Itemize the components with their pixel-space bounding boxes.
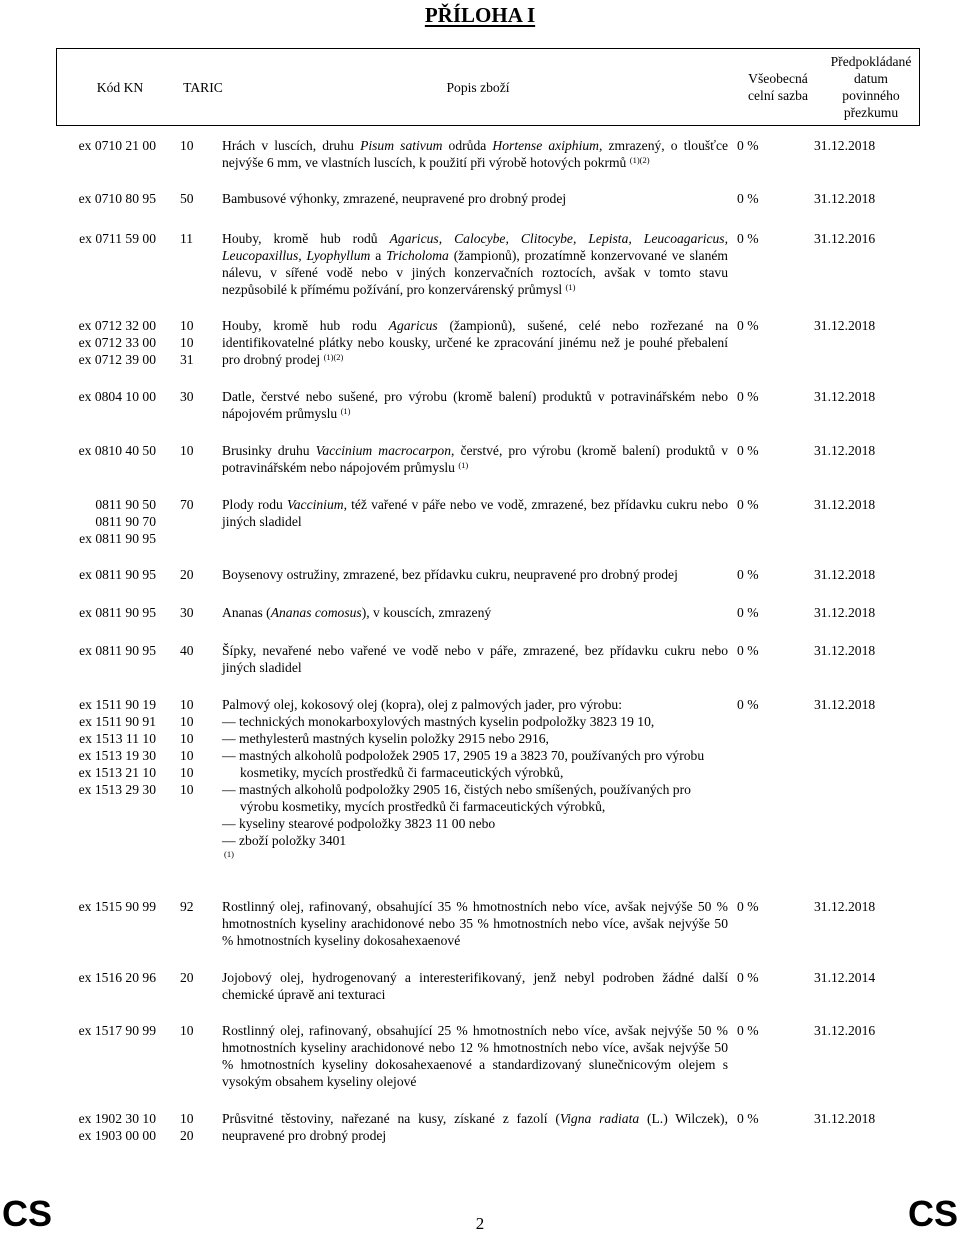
dash-item: — technických monokarboxylových mastných kyselin podpoložky 3823 19 10,: [222, 714, 655, 729]
description: Rostlinný olej, rafinovaný, obsahující 35 % hmotnostních nebo více, avšak nejvýše 50 % hmotnostních kyseliny arachidonové nebo 35 % hmotnostních nebo více, avšak nejvýše 50 % hmotnostních kyseliny dokosahexaenové: [222, 899, 728, 948]
language-code-left: CS: [2, 1193, 53, 1234]
description: Houby, kromě hub rodu Agaricus (žampionů), sušené, celé nebo rozřezané na identifikovatelné plátky nebo kousky, určené ke zpracování jinému než je pouhé přebalení pro drobný prodej $^{(1)(2)}$: [222, 318, 728, 367]
kn-code: ex 0811 90 95: [79, 643, 156, 658]
taric-code-list: 10 10 10 10 10 10: [180, 697, 194, 797]
duty-rate: 0 %: [737, 443, 759, 458]
dash-item: — mastných alkoholů podpoložek 2905 17, 2905 19 a 3823 70, používaných pro výrobu kosmetiky, mycích prostředků či farmaceutických výrobků,: [222, 748, 705, 780]
review-date: 31.12.2016: [814, 1023, 876, 1038]
duty-rate: 0 %: [737, 899, 759, 914]
taric-code: 92: [180, 899, 194, 914]
taric-code: 30: [180, 389, 194, 404]
taric-code: 10: [180, 138, 194, 153]
table-header: [56, 48, 920, 126]
dash-item: — zboží položky 3401: [222, 833, 347, 848]
description: [222, 696, 728, 859]
description-intro: Palmový olej, kokosový olej (kopra), olej z palmových jader, pro výrobu:: [222, 697, 623, 712]
header-datum-line1: Předpokládané: [830, 54, 912, 69]
kn-code: ex 0711 59 00: [79, 231, 156, 246]
duty-rate: 0 %: [737, 697, 759, 712]
kn-code-list: ex 0712 32 00 ex 0712 33 00 ex 0712 39 00: [78, 318, 156, 367]
description: Boysenovy ostružiny, zmrazené, bez přídavku cukru, neupravené pro drobný prodej: [222, 567, 678, 582]
description: Bambusové výhonky, zmrazené, neupravené pro drobný prodej: [222, 191, 567, 206]
kn-code: ex 0811 90 95: [79, 567, 156, 582]
duty-rate: 0 %: [737, 1111, 759, 1126]
review-date: 31.12.2016: [814, 231, 876, 246]
kn-code: ex 0710 80 95: [78, 191, 156, 206]
dash-item: — kyseliny stearové podpoložky 3823 11 00 nebo: [222, 816, 496, 831]
description: Ananas (Ananas comosus), v kouscích, zmrazený: [222, 605, 492, 620]
kn-code-list: ex 1902 30 10 ex 1903 00 00: [78, 1111, 156, 1143]
taric-code: 10: [180, 443, 194, 458]
header-datum-line4: přezkumu: [843, 105, 899, 120]
header-datum-prezkumu: [823, 49, 919, 125]
header-sazba-line1: Všeobecná: [748, 71, 808, 86]
duty-rate: 0 %: [737, 497, 759, 512]
taric-code: 20: [180, 970, 194, 985]
header-datum-line3: povinného: [842, 88, 900, 103]
taric-code-list: 10 10 31: [180, 318, 194, 367]
duty-rate: 0 %: [737, 138, 759, 153]
taric-code: 20: [180, 567, 194, 582]
header-taric: TARIC: [183, 79, 223, 95]
review-date: 31.12.2018: [814, 567, 876, 582]
header-popis: Popis zboží: [446, 79, 510, 95]
description: Šípky, nevařené nebo vařené ve vodě nebo v páře, zmrazené, bez přídavku cukru nebo jiných sladidel: [222, 643, 728, 675]
review-date: 31.12.2018: [814, 1111, 876, 1126]
duty-rate: 0 %: [737, 389, 759, 404]
language-code-right: CS: [907, 1193, 958, 1234]
review-date: 31.12.2018: [814, 899, 876, 914]
duty-rate: 0 %: [737, 970, 759, 985]
description: Rostlinný olej, rafinovaný, obsahující 25 % hmotnostních nebo více, avšak nejvýše 50 % hmotnostních kyseliny arachidonové nebo 12 % hmotnostních nebo více, avšak nejvýše 50 % hmotnostních kyseliny dokosahexaenové a standardizovaný slunečnicovým olejem s vysokým obsahem kyseliny olejové: [222, 1023, 728, 1089]
duty-rate: 0 %: [737, 318, 759, 333]
taric-code: 40: [180, 643, 194, 658]
taric-code: 70: [180, 497, 194, 512]
duty-rate: 0 %: [737, 1023, 759, 1038]
duty-rate: 0 %: [737, 643, 759, 658]
review-date: 31.12.2018: [814, 318, 876, 333]
taric-code: 30: [180, 605, 194, 620]
kn-code-list: ex 1511 90 19 ex 1511 90 91 ex 1513 11 10 ex 1513 19 30 ex 1513 21 10 ex 1513 29 30: [78, 697, 156, 797]
duty-rate: 0 %: [737, 191, 759, 206]
review-date: 31.12.2014: [814, 970, 876, 985]
kn-code: ex 0811 90 95: [79, 605, 156, 620]
description: Jojobový olej, hydrogenovaný a interesterifikovaný, jenž nebyl podroben žádné další chemické úpravě ani texturaci: [222, 970, 728, 1002]
taric-code: 11: [180, 231, 194, 246]
page-title: PŘÍLOHA I: [424, 3, 536, 27]
kn-code: ex 1516 20 96: [78, 970, 156, 985]
taric-code-list: 10 20: [180, 1111, 194, 1143]
kn-code: ex 0810 40 50: [78, 443, 156, 458]
kn-code: ex 0710 21 00: [78, 138, 156, 153]
dash-item: — methylesterů mastných kyselin položky 2915 nebo 2916,: [222, 731, 549, 746]
duty-rate: 0 %: [737, 605, 759, 620]
review-date: 31.12.2018: [814, 497, 876, 512]
review-date: 31.12.2018: [814, 697, 876, 712]
description: Hrách v luscích, druhu Pisum sativum odrůda Hortense axiphium, zmrazený, o tloušťce nejvýše 6 mm, ve vlastních luscích, k použití při výrobě hotových pokrmů $^{(1)(2)}$: [222, 138, 729, 170]
review-date: 31.12.2018: [814, 443, 876, 458]
duty-rate: 0 %: [737, 231, 759, 246]
header-celni-sazba: [733, 49, 823, 125]
review-date: 31.12.2018: [814, 643, 876, 658]
description: Datle, čerstvé nebo sušené, pro výrobu (kromě balení) produktů v potravinářském nebo nápojovém průmyslu $^{(1)}$: [222, 389, 728, 421]
review-date: 31.12.2018: [814, 138, 876, 153]
kn-code-list: 0811 90 50 0811 90 70 ex 0811 90 95: [79, 497, 156, 546]
description: Houby, kromě hub rodů Agaricus, Calocybe, Clitocybe, Lepista, Leucoagaricus, Leucopaxillus, Lyophyllum a Tricholoma (žampionů), prozatímně konzervované ve slaném nálevu, v sířené vodě nebo v jiných konzervačních roztocích, avšak v tomto stavu nezpůsobilé k přímému požívání, pro konzervárenský průmysl $^{(1)}$: [222, 231, 728, 297]
review-date: 31.12.2018: [814, 605, 876, 620]
kn-code: ex 1517 90 99: [78, 1023, 156, 1038]
review-date: 31.12.2018: [814, 191, 876, 206]
taric-code: 50: [180, 191, 194, 206]
description: Brusinky druhu Vaccinium macrocarpon, čerstvé, pro výrobu (kromě balení) produktů v potravinářském nebo nápojovém průmyslu $^{(1)}$: [222, 443, 729, 475]
review-date: 31.12.2018: [814, 389, 876, 404]
header-datum-line2: datum: [854, 71, 888, 86]
taric-code: 10: [180, 1023, 194, 1038]
description: Průsvitné těstoviny, nařezané na kusy, získané z fazolí (Vigna radiata (L.) Wilczek), neupravené pro drobný prodej: [222, 1111, 728, 1143]
description: Plody rodu Vaccinium, též vařené v páře nebo ve vodě, zmrazené, bez přídavku cukru nebo jiných sladidel: [222, 497, 728, 529]
page-number: 2: [475, 1214, 485, 1233]
footnote-mark: (1): [224, 849, 234, 859]
header-sazba-line2: celní sazba: [747, 88, 808, 103]
kn-code: ex 1515 90 99: [78, 899, 156, 914]
header-kod-kn: Kód KN: [96, 79, 144, 95]
kn-code: ex 0804 10 00: [78, 389, 156, 404]
duty-rate: 0 %: [737, 567, 759, 582]
dash-item: — mastných alkoholů podpoložky 2905 16, čistých nebo smíšených, používaných pro výrobu kosmetiky, mycích prostředků či farmaceutických výrobků,: [222, 782, 691, 814]
